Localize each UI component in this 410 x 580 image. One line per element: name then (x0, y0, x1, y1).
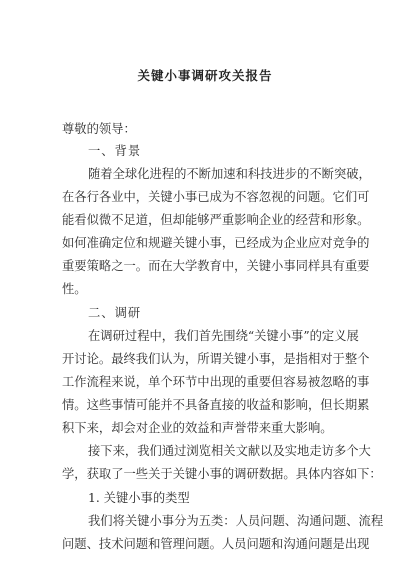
paragraph-line: 开讨论。最终我们认为，所谓关键小事，是指相对于整个 (62, 352, 370, 366)
paragraph-line: 接下来，我们通过浏览相关文献以及实地走访多个大 (88, 444, 371, 458)
paragraph-line: 性。 (62, 282, 87, 296)
section-heading-background: 一、背景 (88, 144, 142, 158)
paragraph-line: 随着全球化进程的不断加速和科技进步的不断突破， (88, 167, 371, 181)
subsection-heading: 1. 关键小事的类型 (88, 491, 190, 505)
paragraph-line: 学，获取了一些关于关键小事的调研数据。具体内容如下： (62, 467, 382, 481)
paragraph-line: 情。这些事情可能并不具备直接的收益和影响，但长期累 (62, 398, 370, 412)
document-title: 关键小事调研攻关报告 (137, 68, 273, 83)
paragraph-line: 问题、技术问题和管理问题。人员问题和沟通问题是出现 (62, 537, 370, 551)
paragraph-line: 工作流程来说，单个环节中出现的重要但容易被忽略的事 (62, 375, 370, 389)
section-heading-research: 二、调研 (88, 306, 142, 320)
paragraph-line: 重要策略之一。而在大学教育中，关键小事同样具有重要 (62, 259, 370, 273)
paragraph-line: 如何准确定位和规避关键小事，已经成为企业应对竞争的 (62, 236, 370, 250)
salutation: 尊敬的领导： (62, 122, 136, 136)
paragraph-line: 我们将关键小事分为五类：人员问题、沟通问题、流程 (88, 514, 384, 528)
paragraph-line: 积下来，却会对企业的效益和声誉带来重大影响。 (62, 421, 333, 435)
paragraph-line: 在各行各业中，关键小事已成为不容忽视的问题。它们可 (62, 190, 370, 204)
paragraph-line: 能看似微不足道，但却能够严重影响企业的经营和形象。 (62, 213, 370, 227)
paragraph-line: 在调研过程中，我们首先围绕“关键小事”的定义展 (88, 329, 359, 343)
